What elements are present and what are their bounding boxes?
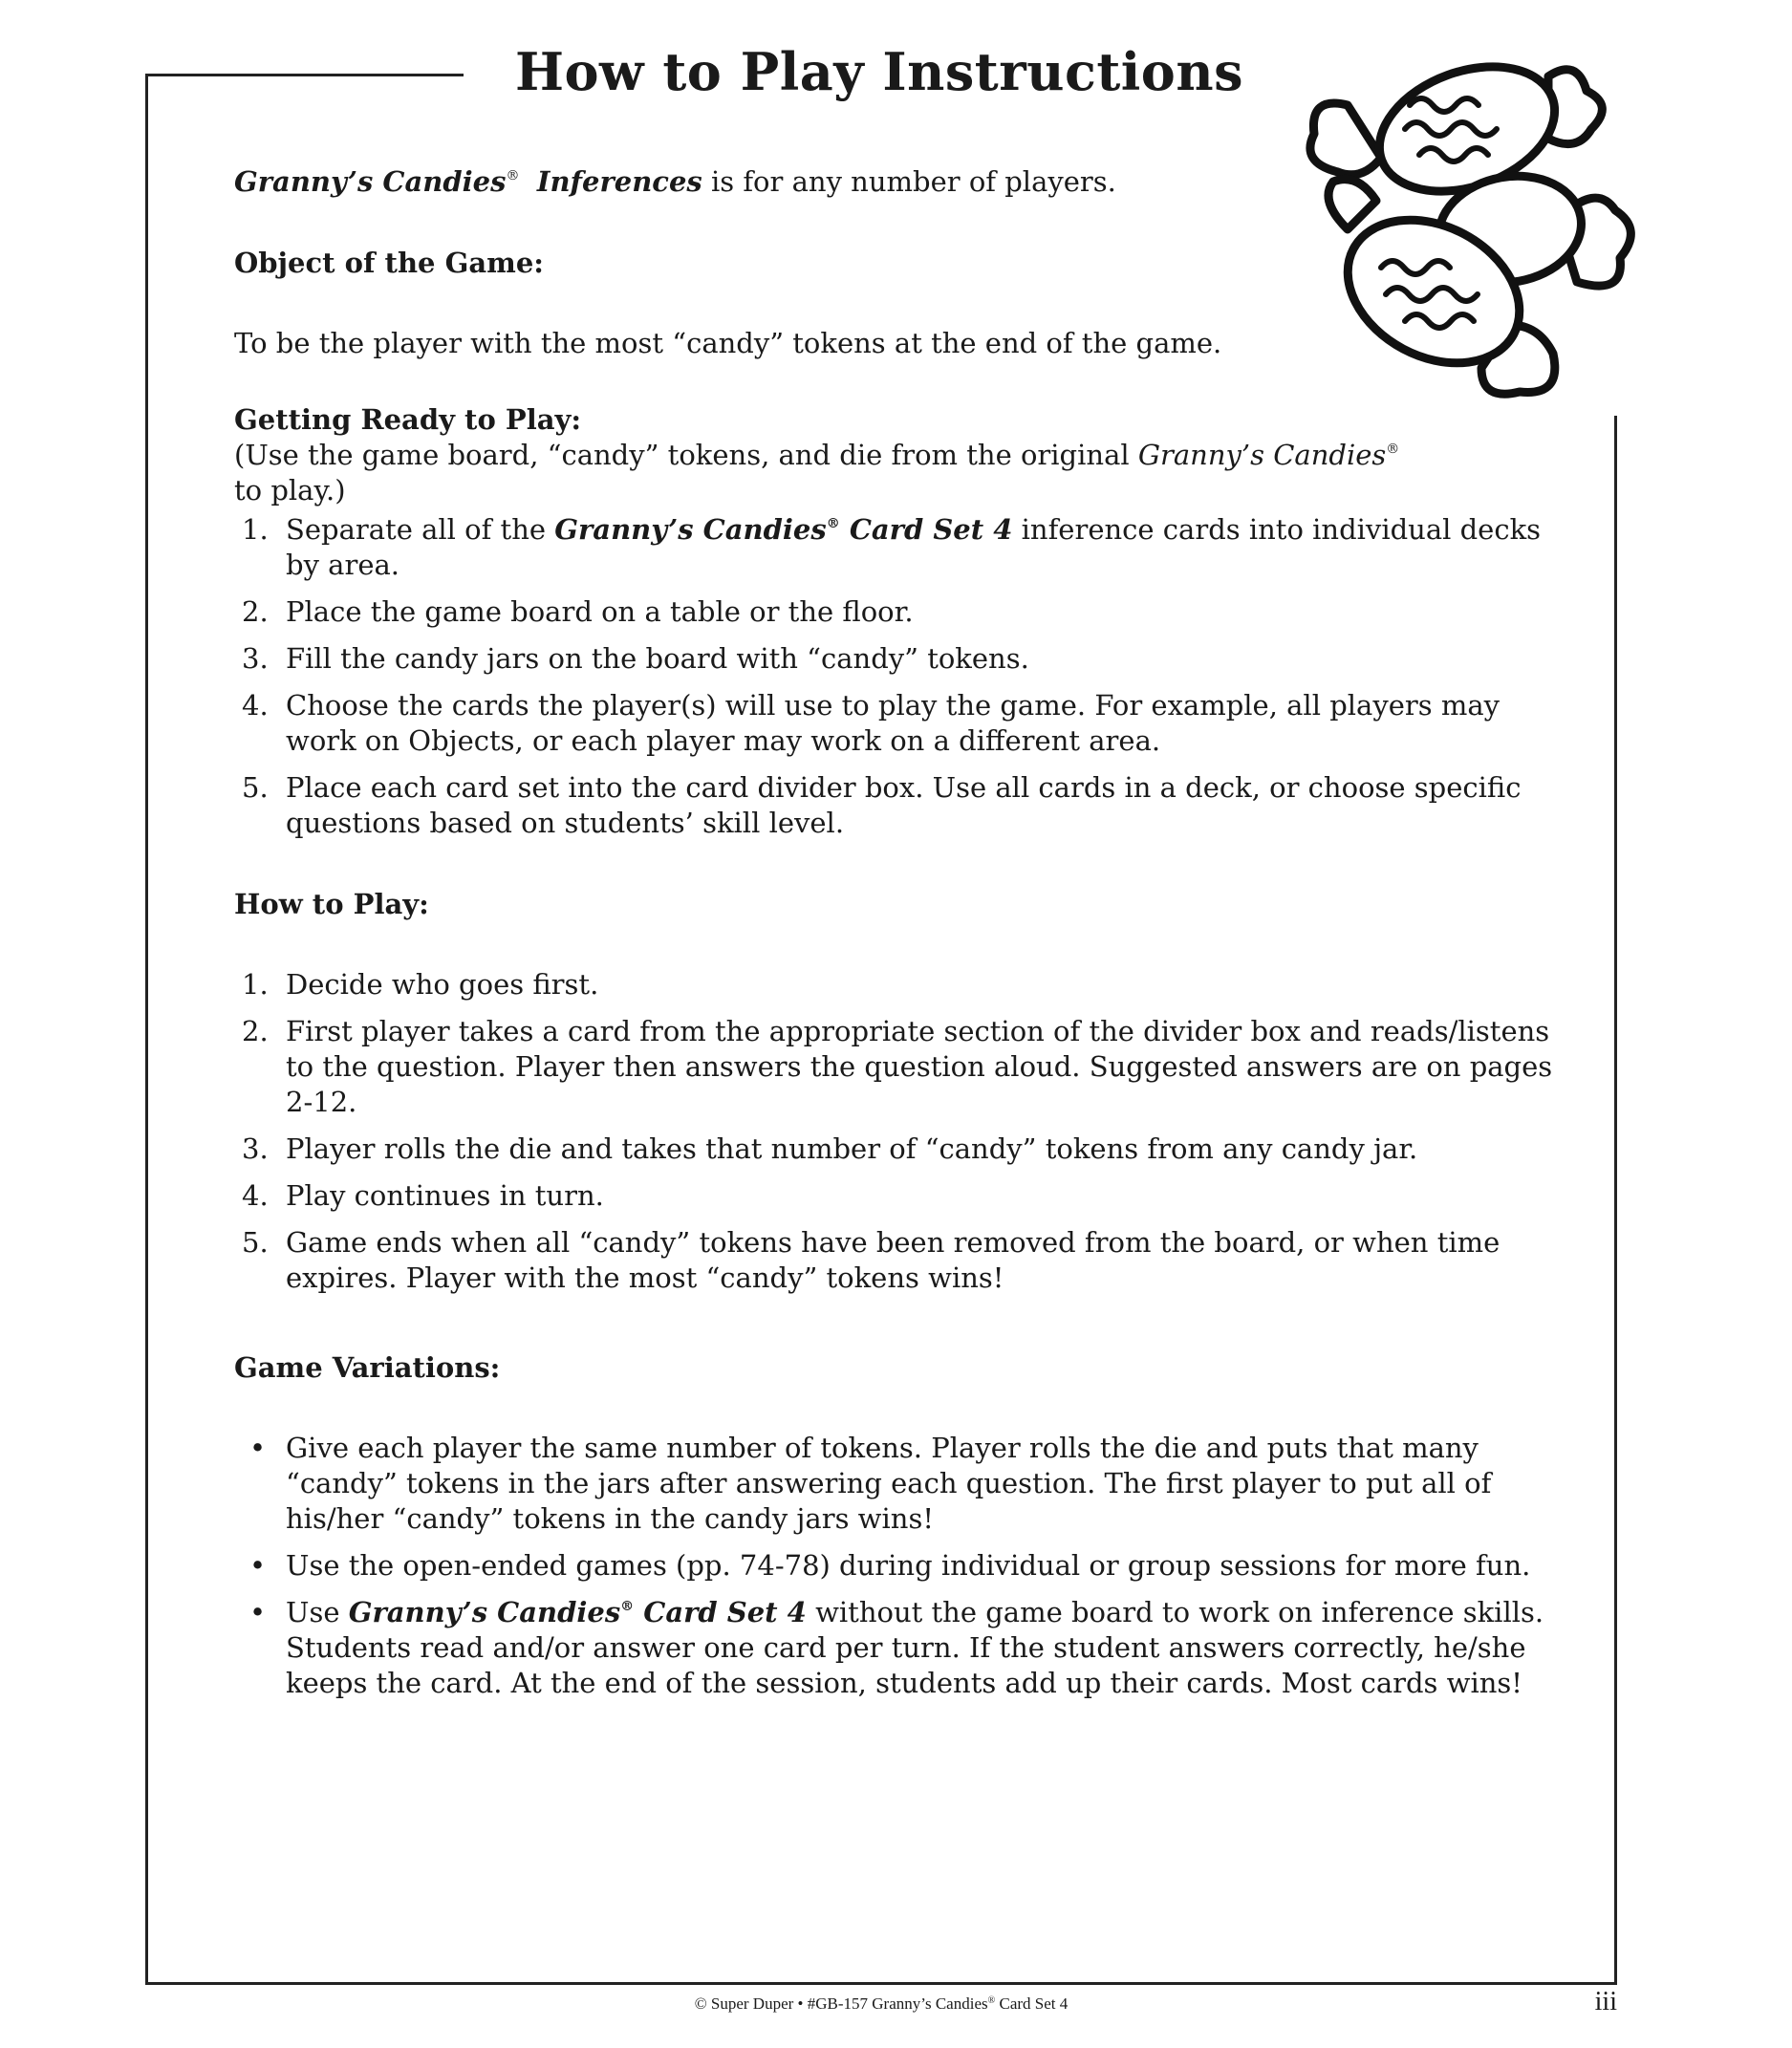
- brand-name: Granny’s Candies: [554, 513, 827, 546]
- brand-name: Granny’s Candies: [234, 165, 507, 198]
- variation-text: without the game board to work on inference skills. Students read and/or answer one card per turn. If the student answers correctly, he/she keeps the card. At the end of the session, students add up their cards. Most cards wins!: [286, 1596, 1544, 1699]
- card-set-name: Card Set 4: [839, 513, 1013, 546]
- step-text: Player rolls the die and takes that number of “candy” tokens from any candy jar.: [286, 1132, 1418, 1165]
- ready-note-end: to play.): [234, 474, 346, 507]
- bullet: •: [249, 1596, 267, 1628]
- variation-text: Use the open-ended games (pp. 74-78) during individual or group sessions for more fun.: [286, 1549, 1531, 1582]
- step-text: inference cards into individual decks by area.: [286, 513, 1542, 581]
- step-text: First player takes a card from the appropriate section of the divider box and reads/listens to the question. Player then answers the question aloud. Suggested answers are on pages 2-12.: [286, 1015, 1553, 1118]
- step-number: 2.: [242, 595, 269, 628]
- object-heading: Object of the Game:: [234, 247, 544, 279]
- list-item: [234, 641, 1553, 677]
- registered-mark: ®: [1386, 442, 1400, 457]
- intro-rest: is for any number of players.: [702, 165, 1116, 198]
- list-item: [234, 512, 1553, 583]
- play-steps: [234, 967, 1553, 1296]
- play-heading: How to Play:: [234, 888, 429, 920]
- step-number: 2.: [242, 1015, 269, 1047]
- footer: [145, 1994, 1617, 2014]
- object-text: To be the player with the most “candy” tokens at the end of the game.: [234, 327, 1222, 359]
- step-text: Choose the cards the player(s) will use to play the game. For example, all players may work on Objects, or each player may work on a different area.: [286, 689, 1501, 757]
- ready-heading: Getting Ready to Play:: [234, 403, 582, 436]
- list-item: [234, 1014, 1553, 1120]
- brand-name: Granny’s Candies: [348, 1596, 621, 1628]
- instructions-body: [234, 164, 1553, 1713]
- list-item: [234, 1548, 1553, 1584]
- variations-list: [234, 1431, 1553, 1701]
- list-item: [234, 1132, 1553, 1167]
- page-number: iii: [1594, 1987, 1617, 2016]
- registered-mark: ®: [506, 168, 520, 183]
- step-number: 4.: [242, 689, 269, 722]
- list-item: [234, 1178, 1553, 1214]
- variation-text: Use: [286, 1596, 349, 1628]
- ready-note: [234, 438, 1553, 473]
- list-item: [234, 967, 1553, 1002]
- ready-steps: [234, 512, 1553, 841]
- card-set-name: Card Set 4: [634, 1596, 807, 1628]
- step-text: Fill the candy jars on the board with “candy” tokens.: [286, 642, 1029, 675]
- list-item: [234, 594, 1553, 630]
- variation-text: Give each player the same number of tokens. Player rolls the die and puts that many “candy” tokens in the jars after answering each question. The first player to put all of his/her “candy” tokens in the candy jars wins!: [286, 1432, 1492, 1535]
- list-item: [234, 1595, 1553, 1701]
- step-text: Place each card set into the card divider box. Use all cards in a deck, or choose specific questions based on students’ skill level.: [286, 771, 1522, 839]
- registered-mark: ®: [826, 516, 840, 531]
- intro-paragraph: [234, 164, 1553, 200]
- bullet: •: [249, 1549, 267, 1582]
- step-text: Separate all of the: [286, 513, 555, 546]
- list-item: [234, 1431, 1553, 1537]
- step-text: Decide who goes first.: [286, 968, 599, 1001]
- step-text: Place the game board on a table or the floor.: [286, 595, 914, 628]
- step-text: Game ends when all “candy” tokens have been removed from the board, or when time expires. Player with the most “candy” tokens wins!: [286, 1226, 1501, 1294]
- bullet: •: [249, 1432, 267, 1464]
- step-number: 3.: [242, 1132, 269, 1165]
- brand-suffix: Inferences: [536, 165, 702, 198]
- list-item: [234, 1225, 1553, 1296]
- step-number: 4.: [242, 1179, 269, 1212]
- step-number: 5.: [242, 771, 269, 804]
- step-text: Play continues in turn.: [286, 1179, 604, 1212]
- list-item: [234, 770, 1553, 841]
- footer-text: © Super Duper • #GB-157 Granny’s Candies: [694, 1994, 988, 2013]
- registered-mark: ®: [620, 1599, 635, 1614]
- variations-heading: Game Variations:: [234, 1351, 501, 1384]
- list-item: [234, 688, 1553, 759]
- page-title: How to Play Instructions: [515, 41, 1243, 102]
- step-number: 5.: [242, 1226, 269, 1259]
- step-number: 3.: [242, 642, 269, 675]
- step-number: 1.: [242, 513, 269, 546]
- registered-mark: ®: [987, 1995, 996, 2006]
- footer-text: Card Set 4: [995, 1994, 1069, 2013]
- step-number: 1.: [242, 968, 269, 1001]
- ready-note-text: (Use the game board, “candy” tokens, and die from the original: [234, 439, 1138, 471]
- ready-note-brand: Granny’s Candies: [1137, 439, 1387, 471]
